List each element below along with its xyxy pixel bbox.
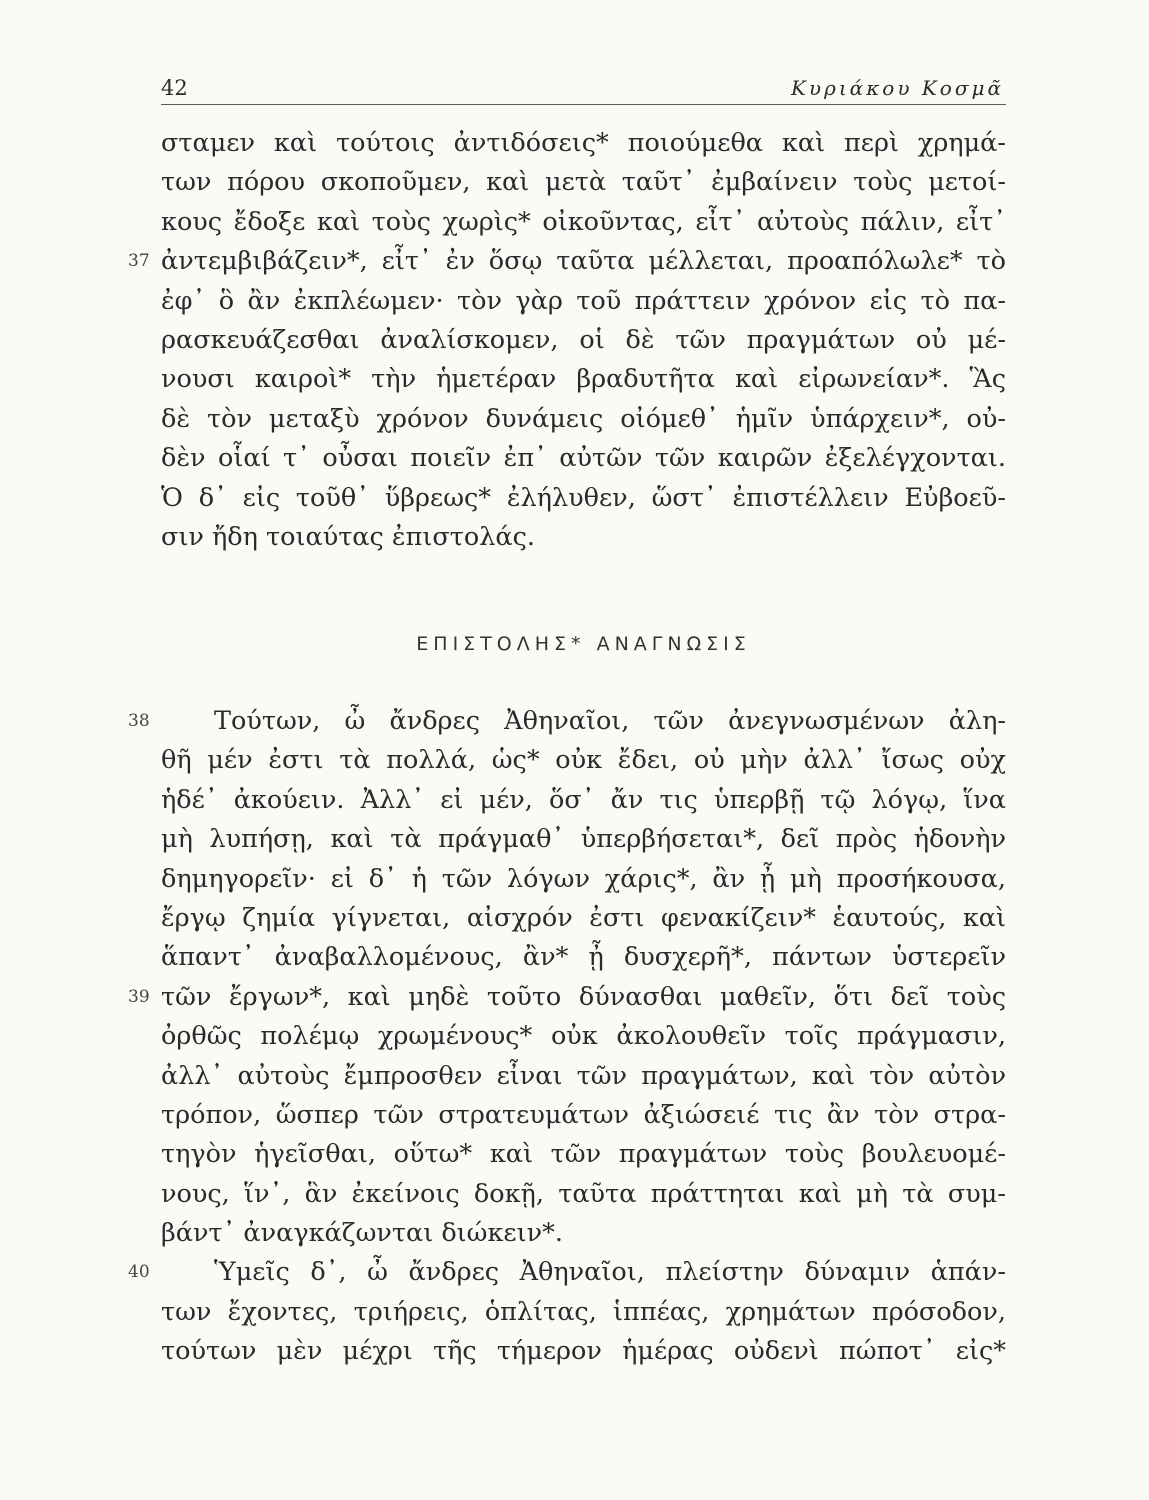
paragraph-2 <box>128 702 1006 1372</box>
section-number: 38 <box>128 711 150 731</box>
text-line: τρόπον, ὥσπερ τῶν στρατευμάτων ἀξιώσειέ τις ἂν τὸν στρα- <box>161 1099 1006 1130</box>
section-heading: ΕΠΙΣΤΟΛΗΣ* ΑΝΑΓΝΩΣΙΣ <box>416 633 751 655</box>
text-line: θῆ μέν ἐστι τὰ πολλά, ὡς* οὐκ ἔδει, οὐ μὴν ἀλλ᾽ ἴσως οὐχ <box>161 745 1006 776</box>
text-line: των ἔχοντες, τριήρεις, ὁπλίτας, ἱππέας, χρημάτων πρόσοδον, <box>161 1296 1006 1327</box>
text-line: 38 Τούτων, ὦ ἄνδρες Ἀθηναῖοι, τῶν ἀνεγνωσμένων ἀλη- <box>161 702 1006 741</box>
text-line: τηγὸν ἡγεῖσθαι, οὕτω* καὶ τῶν πραγμάτων τοὺς βουλευομέ- <box>161 1139 1006 1170</box>
text-line: τούτων μὲν μέχρι τῆς τήμερον ἡμέρας οὐδενὶ πώποτ᾽ εἰς* <box>161 1336 1006 1367</box>
text-line: ρασκευάζεσθαι ἀναλίσκομεν, οἱ δὲ τῶν πραγμάτων οὐ μέ- <box>161 324 1006 355</box>
text-line: νους, ἵν᾽, ἃν ἐκείνοις δοκῇ, ταῦτα πράττηται καὶ μὴ τὰ συμ- <box>161 1178 1006 1209</box>
text-line: δημηγορεῖν· εἰ δ᾽ ἡ τῶν λόγων χάρις*, ἂν ᾖ μὴ προσήκουσα, <box>161 863 1006 894</box>
text-line: 37 ἀντεμβιβάζειν*, εἶτ᾽ ἐν ὅσῳ ταῦτα μέλλεται, προαπόλωλε* τὸ <box>161 242 1006 281</box>
paragraph-1 <box>128 124 1006 557</box>
section-number: 39 <box>128 986 150 1007</box>
text-line: σταμεν καὶ τούτοις ἀντιδόσεις* ποιούμεθα καὶ περὶ χρημά- <box>161 128 1006 158</box>
text-line: ἡδέ᾽ ἀκούειν. Ἀλλ᾽ εἰ μέν, ὅσ᾽ ἄν τις ὑπερβῇ τῷ λόγῳ, ἵνα <box>161 784 1006 815</box>
running-title: Κυριάκου Κοσμᾶ <box>790 76 1004 100</box>
text-line: ἔργῳ ζημία γίγνεται, αἰσχρόν ἐστι φενακίζειν* ἑαυτούς, καὶ <box>161 902 1006 933</box>
section-number: 37 <box>128 251 150 272</box>
text-line: 40 Ὑμεῖς δ᾽, ὦ ἄνδρες Ἀθηναῖοι, πλείστην δύναμιν ἁπάν- <box>161 1253 1006 1292</box>
text-line: κους ἔδοξε καὶ τοὺς χωρὶς* οἰκοῦντας, εἶτ᾽ αὐτοὺς πάλιν, εἶτ᾽ <box>161 206 1006 237</box>
text-line: δὲν οἷαί τ᾽ οὖσαι ποιεῖν ἐπ᾽ αὐτῶν τῶν καιρῶν ἐξελέγχονται. <box>161 443 1006 474</box>
text-line: μὴ λυπήσῃ, καὶ τὰ πράγμαθ᾽ ὑπερβήσεται*, δεῖ πρὸς ἡδονὴν <box>161 824 1006 855</box>
text-line: ἀλλ᾽ αὐτοὺς ἔμπροσθεν εἶναι τῶν πραγμάτων, καὶ τὸν αὐτὸν <box>161 1060 1006 1091</box>
page-number: 42 <box>161 76 188 100</box>
text-line: ἅπαντ᾽ ἀναβαλλομένους, ἂν* ᾖ δυσχερῆ*, πάντων ὑστερεῖν <box>161 942 1006 973</box>
text-line: σιν ἤδη τοιαύτας ἐπιστολάς. <box>161 521 535 552</box>
text-line: ἐφ᾽ ὃ ἂν ἐκπλέωμεν· τὸν γὰρ τοῦ πράττειν χρόνον εἰς τὸ πα- <box>161 285 1006 316</box>
text-line: 39 τῶν ἔργων*, καὶ μηδὲ τοῦτο δύνασθαι μαθεῖν, ὅτι δεῖ τοὺς <box>161 978 1006 1017</box>
text-line: βάντ᾽ ἀναγκάζωνται διώκειν*. <box>161 1218 563 1249</box>
page-header <box>161 74 1006 105</box>
text-line: δὲ τὸν μεταξὺ χρόνον δυνάμεις οἰόμεθ᾽ ἡμῖν ὑπάρχειν*, οὐ- <box>161 403 1006 434</box>
text-line: Ὁ δ᾽ εἰς τοῦθ᾽ ὕβρεως* ἐλήλυθεν, ὥστ᾽ ἐπιστέλλειν Εὐβοεῦ- <box>161 482 1006 513</box>
text-line: νουσι καιροὶ* τὴν ἡμετέραν βραδυτῆτα καὶ εἰρωνείαν*. Ἃς <box>161 364 1006 395</box>
text-line: των πόρου σκοποῦμεν, καὶ μετὰ ταῦτ᾽ ἐμβαίνειν τοὺς μετοί- <box>161 167 1006 198</box>
text-line: ὀρθῶς πολέμῳ χρωμένους* οὐκ ἀκολουθεῖν τοῖς πράγμασιν, <box>161 1021 1006 1052</box>
section-number: 40 <box>128 1262 150 1283</box>
